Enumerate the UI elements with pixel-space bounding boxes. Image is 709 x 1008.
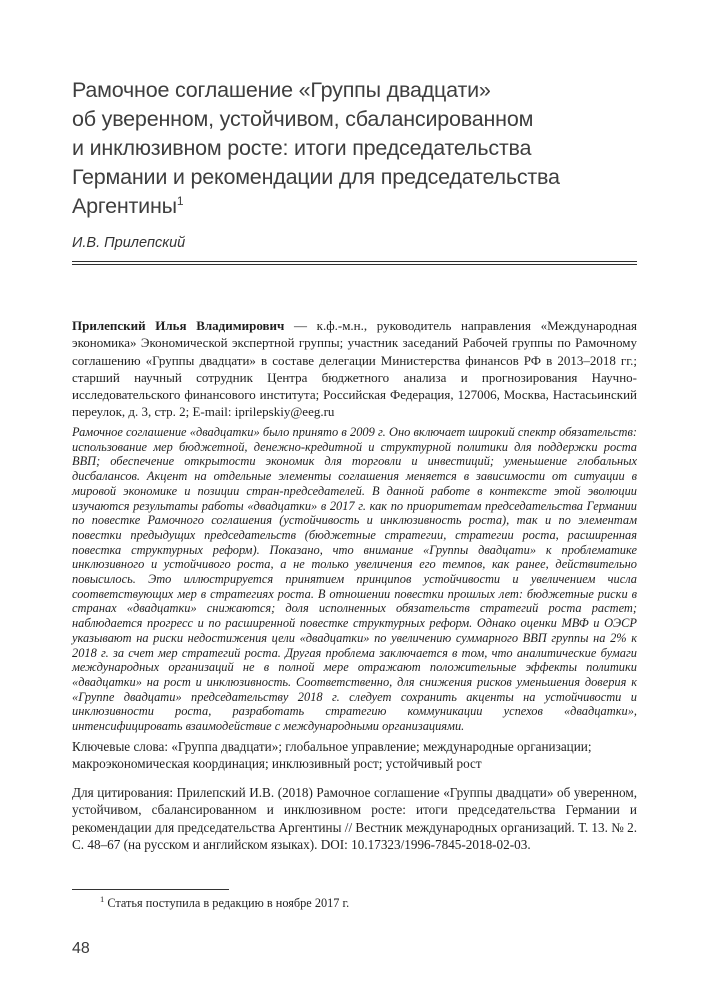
title-line-last	[72, 192, 637, 221]
title-last-text: Аргентины	[72, 194, 177, 218]
footnote-divider	[72, 889, 229, 890]
author-bio	[72, 317, 637, 421]
citation: Для цитирования: Прилепский И.В. (2018) Рамочное соглашение «Группы двадцати» об уверенном, устойчивом, сбалансированном и инклюзивном росте: итоги председательства Германии и рекомендации для председательства Аргентины // Вестник международных организаций. Т. 13. № 2. С. 48–67 (на русском и английском языках). DOI: 10.17323/1996-7845-2018-02-03.	[72, 785, 637, 852]
keywords: Ключевые слова: «Группа двадцати»; глобальное управление; международные организации; макроэкономическая координация; инклюзивный рост; устойчивый рост	[72, 739, 592, 772]
footnote-text: Статья поступила в редакцию в ноябре 2017 г.	[107, 896, 350, 910]
author-bio-name: Прилепский Илья Владимирович	[72, 318, 285, 333]
title-line: Рамочное соглашение «Группы двадцати»	[72, 78, 491, 102]
title-footnote-ref: 1	[176, 193, 184, 208]
footnote	[72, 895, 637, 911]
author-name: И.В. Прилепский	[72, 235, 186, 251]
title-line: и инклюзивном росте: итоги председательства	[72, 136, 532, 160]
footnote-ref: 1	[100, 893, 105, 904]
header-divider	[72, 261, 637, 265]
article-title	[72, 76, 637, 221]
title-line: Германии и рекомендации для председательства	[72, 165, 560, 189]
abstract: Рамочное соглашение «двадцатки» было принято в 2009 г. Оно включает широкий спектр обязательств: использование мер бюджетной, денежно-кредитной и структурной политики для поддержки роста ВВП; обеспечение открытости экономик для торговли и инвестиций; уменьшение глобальных дисбалансов. Акцент на отдельные элементы соглашения меняется в зависимости от ситуации в мировой экономике и позиции стран-председателей. В данной работе в контексте этой эволюции изучаются результаты работы «двадцатки» в 2017 г. как по приоритетам председательства Германии по повестке Рамочного соглашения (устойчивость и инклюзивность роста), так и по элементам повестки предыдущих председательств (бюджетные стратегии, стратегии роста, расширенная повестка структурных реформ). Показано, что внимание «Группы двадцати» к проблематике инклюзивного и устойчивого роста, а не только увеличения его темпов, как ранее, действительно повысилось. Это иллюстрируется принятием принципов устойчивости и увеличением числа соответствующих мер в стратегиях роста. В отношении повестки прошлых лет: бюджетные риски в странах «двадцатки» снижаются; доля исполненных обязательств стратегий роста растет; наблюдается прогресс и по расширенной повестке структурных реформ. Однако оценки МВФ и ОЭСР указывают на риски недостижения цели «двадцатки» по увеличению суммарного ВВП группы на 2% к 2018 г. за счет мер стратегий роста. Другая проблема заключается в том, что аналитические бумаги международных организаций не в полной мере отражают положительные эффекты политики «двадцатки» на рост и инклюзивность. Соответственно, для снижения рисков уменьшения доверия к «Группе двадцати» председательству 2018 г. следует сохранить акценты на устойчивости и инклюзивности роста, разработать стратегию коммуникации успехов «двадцатки», интенсифицировать взаимодействие с международными организациями.	[72, 425, 637, 734]
author-bio-text: — к.ф.-м.н., руководитель направления «Международная экономика» Экономической экспертной группы; участник заседаний Рабочей группы по Рамочному соглашению «Группы двадцати» в составе делегации Министерства финансов РФ в 2013–2018 гг.; старший научный сотрудник Центра бюджетного анализа и прогнозирования Научно-исследовательского финансового института; Российская Федерация, 127006, Москва, Настасьинский переулок, д. 3, стр. 2; E-mail: iprilepskiy@eeg.ru	[72, 318, 637, 420]
page-number: 48	[72, 940, 90, 957]
title-line: об уверенном, устойчивом, сбалансированном	[72, 107, 534, 131]
